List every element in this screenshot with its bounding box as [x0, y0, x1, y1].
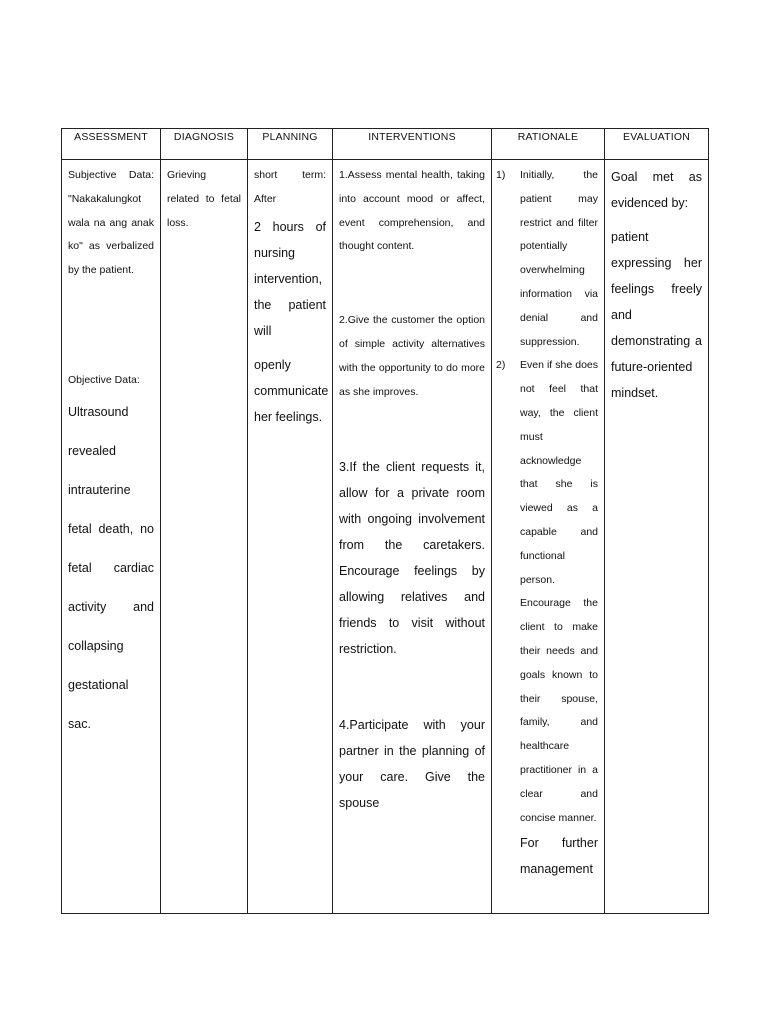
- care-plan-table: [61, 128, 709, 914]
- objective-data-label: Objective Data:: [68, 373, 140, 386]
- header-assessment: ASSESSMENT: [62, 129, 161, 160]
- planning-body-2: openly communicate her feelings.: [254, 357, 329, 424]
- rationale-text-2: Even if she does not feel that way, the client must acknowledge that she is viewed as a capable and functional person. Encourage the client to make their needs and goals known to their spouse, family, and healthcare practitioner in a clear and concise manner.: [520, 359, 598, 824]
- intervention-3: 3.If the client requests it, allow for a private room with ongoing involvement from the caretakers. Encourage feelings by allowing relatives and friends to visit without restriction.: [339, 460, 485, 657]
- rationale-number-1: 1): [496, 169, 506, 181]
- header-diagnosis: DIAGNOSIS: [161, 129, 248, 160]
- planning-intro: short term: After: [254, 169, 326, 205]
- planning-body: 2 hours of nursing intervention, the patient will: [254, 219, 326, 338]
- header-planning: PLANNING: [248, 129, 333, 160]
- rationale-item-1: [498, 164, 598, 354]
- rationale-item-2: [498, 354, 598, 830]
- evaluation-cell: [605, 160, 709, 914]
- rationale-cell: [492, 160, 605, 914]
- subjective-data: Subjective Data: "Nakakalungkot wala na ang anak ko" as verbalized by the patient.: [68, 169, 154, 277]
- intervention-4: 4.Participate with your partner in the planning of your care. Give the spouse: [339, 718, 485, 811]
- assessment-cell: [62, 160, 161, 914]
- rationale-text-3: For further management: [520, 836, 598, 877]
- header-row: [62, 129, 709, 160]
- header-rationale: RATIONALE: [492, 129, 605, 160]
- diagnosis-text: Grieving related to fetal loss.: [167, 169, 241, 229]
- evaluation-details: patient expressing her feelings freely and demonstrating a future-oriented mindset.: [611, 230, 702, 400]
- planning-cell: [248, 160, 333, 914]
- interventions-cell: [333, 160, 492, 914]
- rationale-text-1: Initially, the patient may restrict and filter potentially overwhelming information via denial and suppression.: [520, 169, 598, 348]
- content-row: [62, 160, 709, 914]
- objective-data: Ultrasound revealed intrauterine fetal death, no fetal cardiac activity and collapsing gestational sac.: [68, 404, 154, 731]
- header-interventions: INTERVENTIONS: [333, 129, 492, 160]
- rationale-number-2: 2): [496, 359, 506, 372]
- rationale-list: [498, 164, 598, 882]
- diagnosis-cell: [161, 160, 248, 914]
- intervention-1: 1.Assess mental health, taking into account mood or affect, event comprehension, and thought content.: [339, 169, 485, 253]
- intervention-2: 2.Give the customer the option of simple activity alternatives with the opportunity to do more as she improves.: [339, 314, 485, 398]
- evaluation-goal: Goal met as evidenced by:: [611, 170, 702, 210]
- rationale-item-3: [498, 830, 598, 882]
- header-evaluation: EVALUATION: [605, 129, 709, 160]
